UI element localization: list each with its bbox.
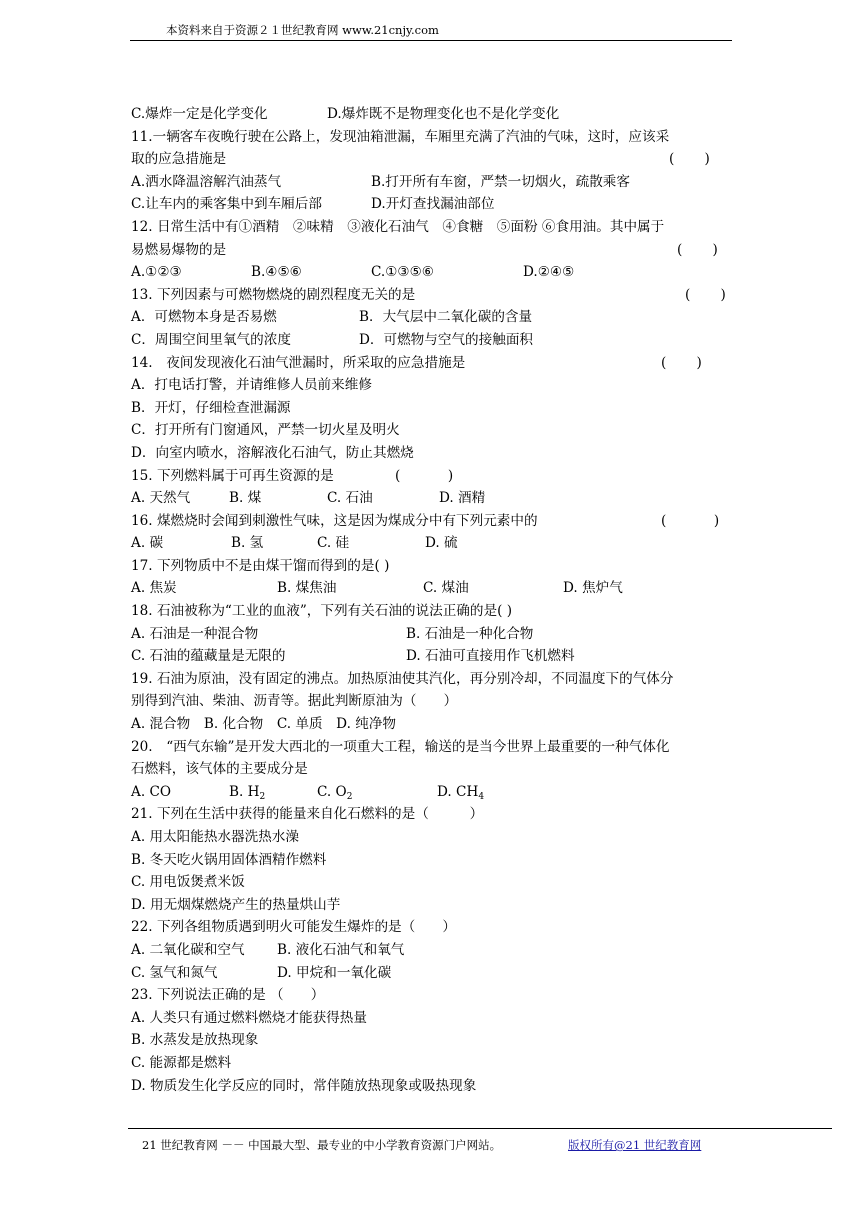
q22-option-d: D. 甲烷和一氧化碳 xyxy=(277,964,392,981)
q13-options-ab xyxy=(131,306,741,329)
q14-option-d: D．向室内喷水，溶解液化石油气，防止其燃烧 xyxy=(131,444,414,461)
q20-option-c-text: C. O xyxy=(317,783,347,800)
q18-option-a: A. 石油是一种混合物 xyxy=(131,625,259,642)
q15-option-a: A. 天然气 xyxy=(131,490,191,507)
q14-stem: 14. 夜间发现液化石油气泄漏时，所采取的应急措施是 xyxy=(131,354,466,371)
q19-stem: 19. 石油为原油，没有固定的沸点。加热原油使其汽化，再分别冷却，不同温度下的气体分 xyxy=(131,670,674,687)
q21-option-a: A. 用太阳能热水器洗热水澡 xyxy=(131,829,299,845)
q16-stem-line xyxy=(131,510,741,533)
q11-options-cd xyxy=(131,193,741,216)
q14-stem-line xyxy=(131,352,741,375)
q13-option-c: C．周围空间里氧气的浓度 xyxy=(131,331,291,348)
subscript: 4 xyxy=(478,791,485,802)
header-text: 本资料来自于资源２１世纪教育网 www.21cnjy.com xyxy=(166,23,439,37)
q12-option-d: D.②④⑤ xyxy=(523,264,575,281)
q20-option-a: A. CO xyxy=(131,783,172,800)
q23-option-c: C. 能源都是燃料 xyxy=(131,1054,232,1071)
q21-option-c: C. 用电饭煲煮米饭 xyxy=(131,874,245,891)
q11-option-b: B.打开所有车窗，严禁一切烟火，疏散乘客 xyxy=(371,173,630,190)
q17-option-a: A. 焦炭 xyxy=(131,580,177,597)
q13-option-b: B．大气层中二氧化碳的含量 xyxy=(359,309,533,326)
q15-stem-line xyxy=(131,465,741,488)
q10-option-d: D.爆炸既不是物理变化也不是化学变化 xyxy=(327,106,560,122)
q21-stem: 21. 下列在生活中获得的能量来自化石燃料的是（ ） xyxy=(131,806,484,823)
q14-option-a: A．打电话打警，并请维修人员前来维修 xyxy=(131,377,372,394)
q16-options xyxy=(131,532,741,555)
answer-blank: ( ) xyxy=(677,241,718,258)
q11-stem-cont xyxy=(131,148,741,171)
q21-option-d: D. 用无烟煤燃烧产生的热量烘山芋 xyxy=(131,896,341,913)
q16-option-d: D. 硫 xyxy=(425,535,458,552)
q17-option-b: B. 煤焦油 xyxy=(277,580,337,597)
q22-option-b: B. 液化石油气和氧气 xyxy=(277,941,405,958)
q18-option-c: C. 石油的蕴藏量是无限的 xyxy=(131,648,286,665)
q18-stem: 18. 石油被称为“工业的血液”，下列有关石油的说法正确的是( ) xyxy=(131,603,513,620)
q16-option-c: C. 硅 xyxy=(317,535,350,552)
q22-option-a: A. 二氧化碳和空气 xyxy=(131,941,245,958)
q22-option-c: C. 氢气和氮气 xyxy=(131,964,218,981)
q12-options xyxy=(131,261,741,284)
page-footer xyxy=(128,1128,832,1159)
q12-stem-cont xyxy=(131,239,741,262)
q17-option-c: C. 煤油 xyxy=(423,580,469,597)
q19-stem-cont: 别得到汽油、柴油、沥青等。据此判断原油为（ ） xyxy=(131,693,458,710)
subscript: 2 xyxy=(346,791,353,802)
q15-stem: 15. 下列燃料属于可再生资源的是 xyxy=(131,467,334,484)
q14-option-c: C．打开所有门窗通风，严禁一切火星及明火 xyxy=(131,422,400,439)
q11-stem: 11.一辆客车夜晚行驶在公路上，发现油箱泄漏，车厢里充满了汽油的气味，这时，应该采 xyxy=(131,128,670,145)
q10-options-cd xyxy=(131,103,741,126)
answer-blank: ( ) xyxy=(661,354,702,371)
q12-stem: 12. 日常生活中有①酒精 ②味精 ③液化石油气 ④食糖 ⑤面粉 ⑥食用油。其中属于 xyxy=(131,218,665,235)
answer-blank: ( ) xyxy=(661,512,720,529)
q12-option-b: B.④⑤⑥ xyxy=(251,264,302,281)
q15-option-c: C. 石油 xyxy=(327,490,373,507)
question-list xyxy=(131,103,741,1097)
q10-option-c: C.爆炸一定是化学变化 xyxy=(131,106,268,122)
q13-option-a: A．可燃物本身是否易燃 xyxy=(131,309,277,326)
q18-option-b: B. 石油是一种化合物 xyxy=(406,625,534,642)
answer-blank: ( ) xyxy=(395,467,454,484)
q16-option-b: B. 氢 xyxy=(231,535,264,552)
q11-options-ab xyxy=(131,171,741,194)
copyright-link[interactable]: 版权所有@21 世纪教育网 xyxy=(568,1138,702,1152)
q20-option-d-text: D. CH xyxy=(437,783,479,800)
q12-option-c: C.①③⑤⑥ xyxy=(371,264,434,281)
q17-stem: 17. 下列物质中不是由煤干馏而得到的是( ) xyxy=(131,557,390,574)
q23-option-b: B. 水蒸发是放热现象 xyxy=(131,1032,259,1049)
answer-blank: ( ) xyxy=(685,286,726,303)
q18-options-ab xyxy=(131,623,741,646)
q21-option-b: B. 冬天吃火锅用固体酒精作燃料 xyxy=(131,851,327,868)
q18-option-d: D. 石油可直接用作飞机燃料 xyxy=(406,648,575,665)
q11-option-d: D.开灯查找漏油部位 xyxy=(371,196,495,213)
q20-option-b-text: B. H xyxy=(229,783,260,800)
q15-options xyxy=(131,487,741,510)
q16-stem: 16. 煤燃烧时会闻到刺激性气味，这是因为煤成分中有下列元素中的 xyxy=(131,512,538,529)
q12-option-a: A.①②③ xyxy=(131,264,182,281)
q22-options-ab xyxy=(131,939,741,962)
q13-option-d: D．可燃物与空气的接触面积 xyxy=(359,331,534,348)
q20-stem-cont: 石燃料，该气体的主要成分是 xyxy=(131,761,308,778)
q20-option-b xyxy=(229,781,265,804)
q14-option-b: B．开灯，仔细检查泄漏源 xyxy=(131,399,291,416)
subscript: 2 xyxy=(259,791,266,802)
q11-option-c: C.让车内的乘客集中到车厢后部 xyxy=(131,196,322,213)
q22-options-cd xyxy=(131,962,741,985)
page-header xyxy=(130,22,732,41)
q13-stem-line xyxy=(131,284,741,307)
q23-option-d: D. 物质发生化学反应的同时，常伴随放热现象或吸热现象 xyxy=(131,1077,477,1094)
q11-stem-tail: 取的应急措施是 xyxy=(131,151,227,168)
q22-stem: 22. 下列各组物质遇到明火可能发生爆炸的是（ ） xyxy=(131,919,457,936)
q17-options xyxy=(131,577,741,600)
q20-options xyxy=(131,781,741,804)
q16-option-a: A. 碳 xyxy=(131,535,164,552)
q20-option-c xyxy=(317,781,352,804)
q19-options: A. 混合物 B. 化合物 C. 单质 D. 纯净物 xyxy=(131,716,397,733)
q18-options-cd xyxy=(131,645,741,668)
q11-option-a: A.洒水降温溶解汽油蒸气 xyxy=(131,173,282,190)
footer-text: 21 世纪教育网 －－ 中国最大型、最专业的中小学教育资源门户网站。 xyxy=(142,1138,502,1152)
q20-stem: 20. “西气东输”是开发大西北的一项重大工程，输送的是当今世界上最重要的一种气体化 xyxy=(131,738,670,755)
answer-blank: ( ) xyxy=(669,151,710,168)
q12-stem-tail: 易燃易爆物的是 xyxy=(131,241,227,258)
q13-options-cd xyxy=(131,329,741,352)
q23-stem: 23. 下列说法正确的是 （ ） xyxy=(131,987,325,1004)
q20-option-d xyxy=(437,781,484,804)
q17-option-d: D. 焦炉气 xyxy=(563,580,623,597)
q15-option-d: D. 酒精 xyxy=(439,490,486,507)
q23-option-a: A. 人类只有通过燃料燃烧才能获得热量 xyxy=(131,1009,367,1026)
q13-stem: 13. 下列因素与可燃物燃烧的剧烈程度无关的是 xyxy=(131,286,416,303)
q15-option-b: B. 煤 xyxy=(229,490,262,507)
